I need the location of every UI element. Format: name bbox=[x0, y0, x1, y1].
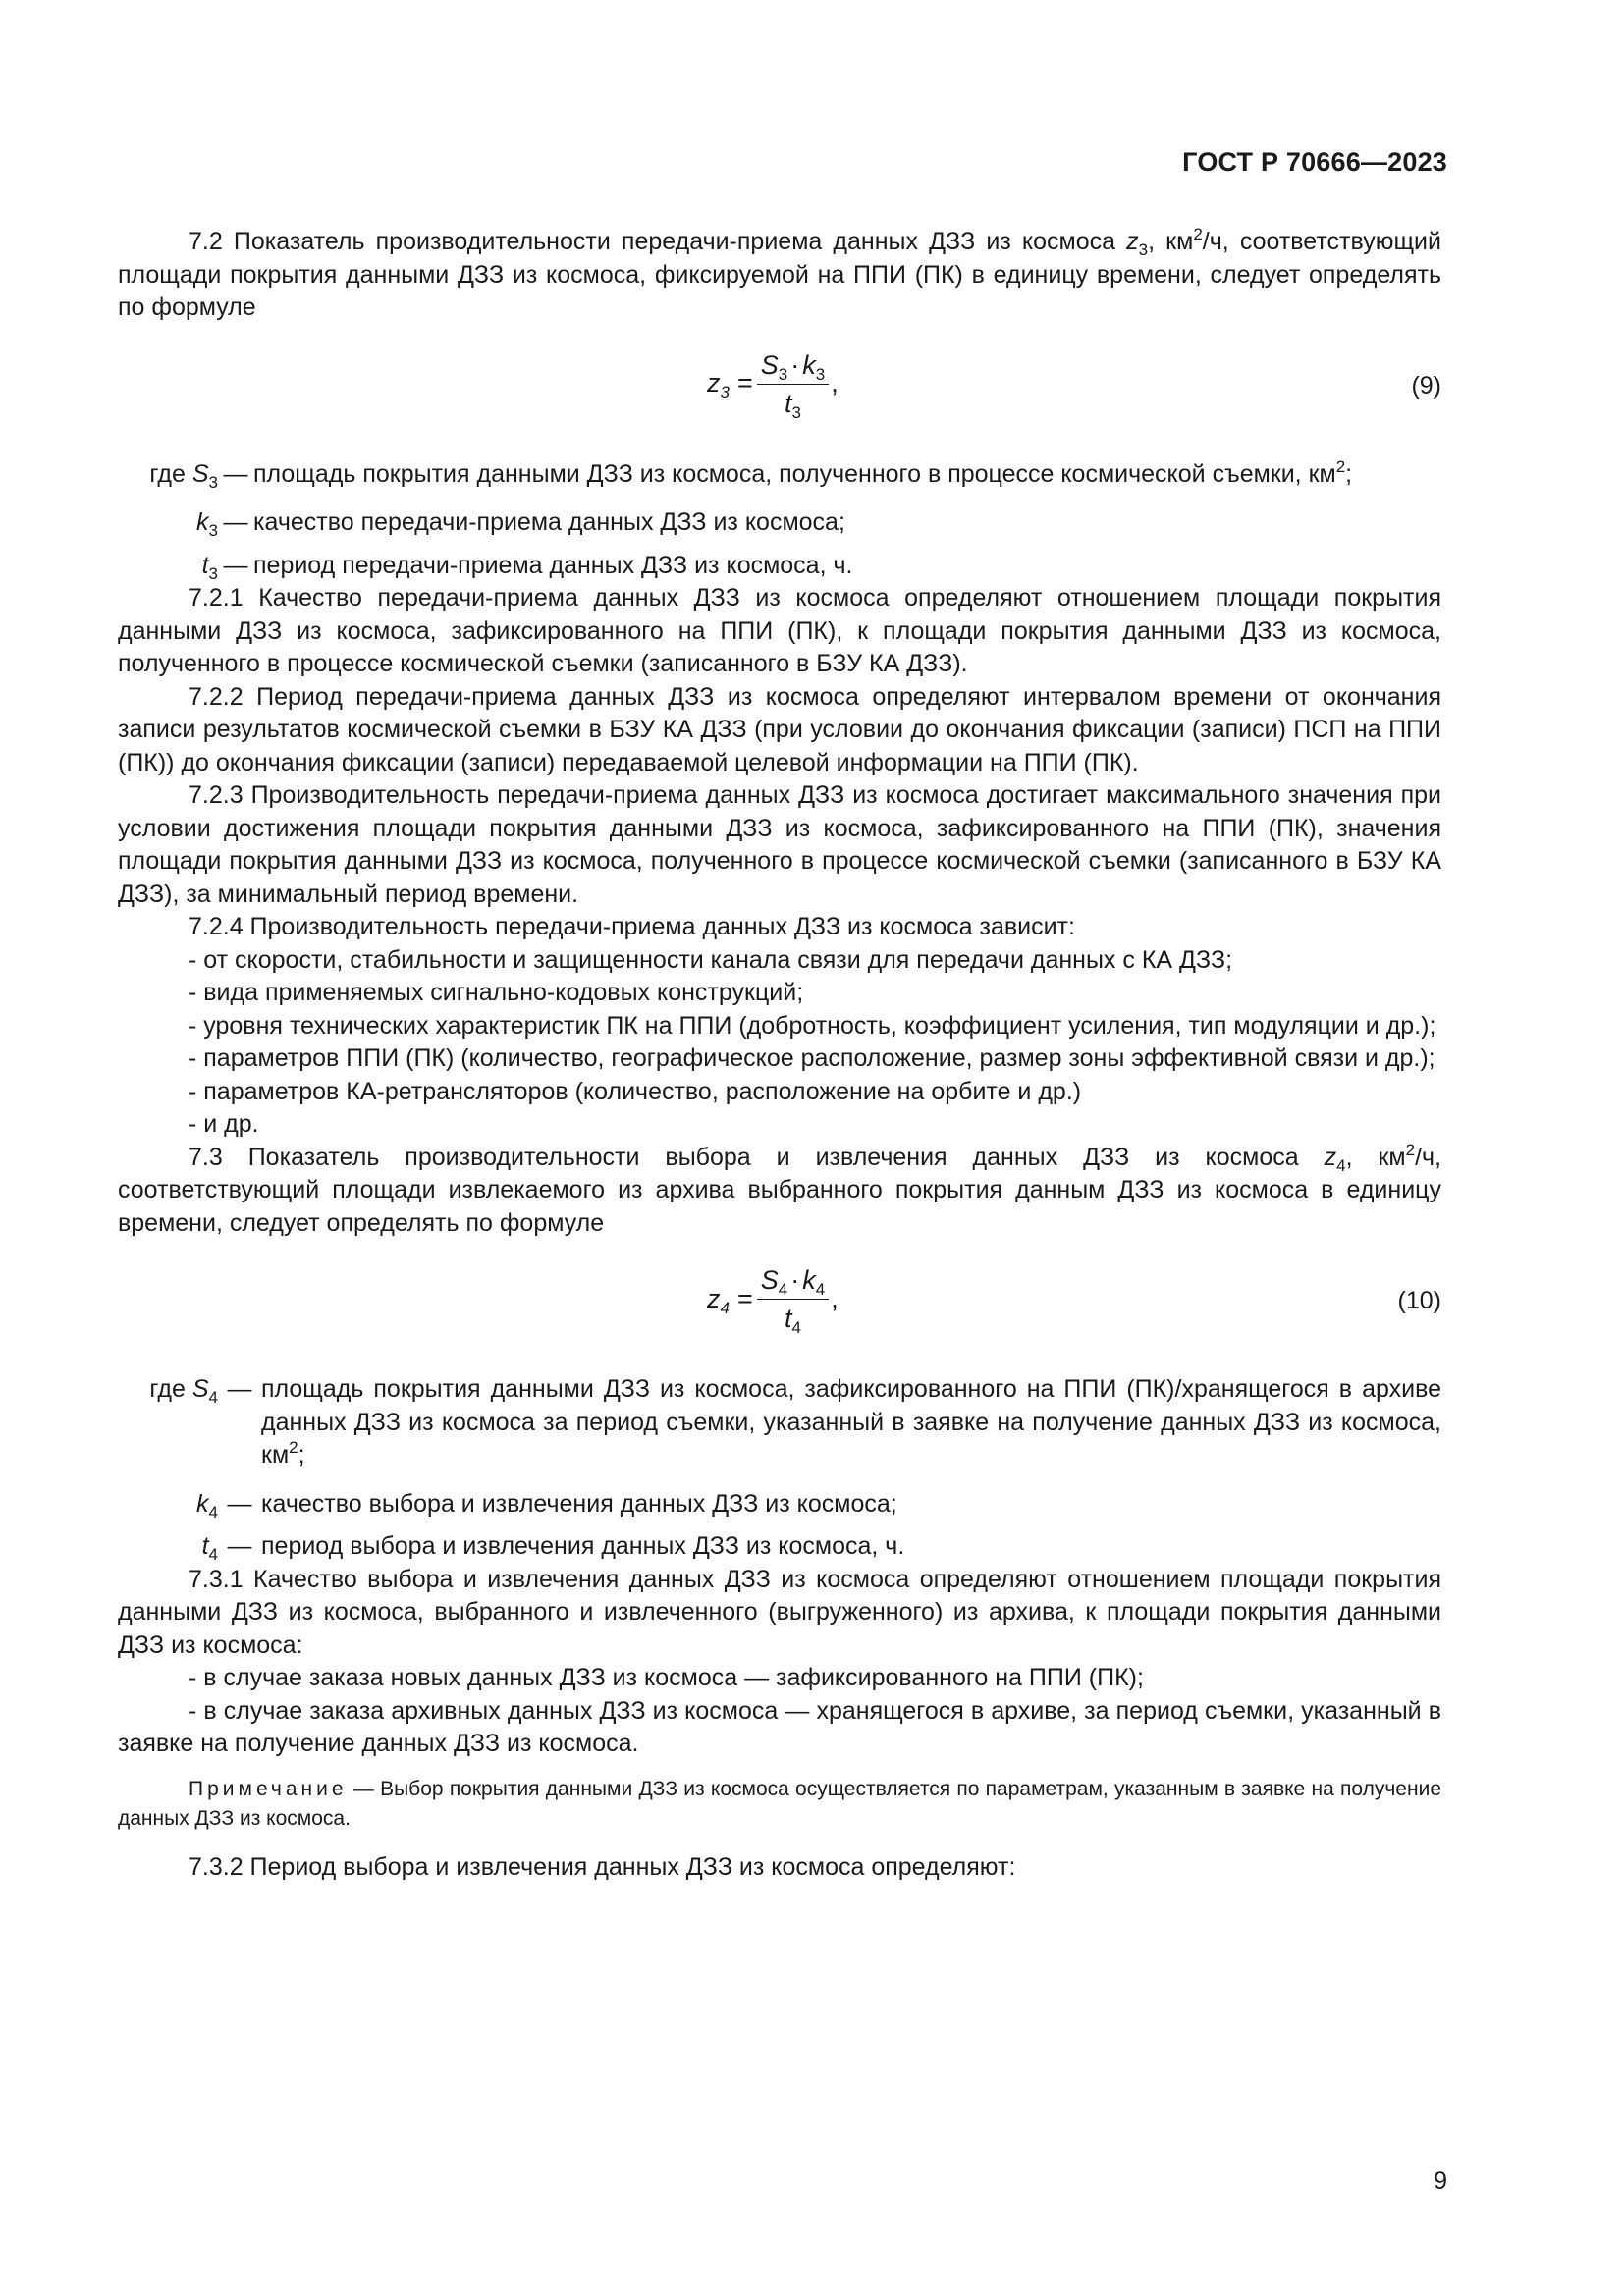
list-item: - параметров ППИ (ПК) (количество, географическое расположение, размер зоны эффективной связи и др.); bbox=[189, 1044, 1435, 1072]
paragraph-7-2-1: 7.2.1 Качество передачи-приема данных ДЗЗ из космоса определяют отношением площади покрытия данными ДЗЗ из космоса, зафиксированного на ППИ (ПК), к площади покрытия данными ДЗЗ из космоса, полученного в процессе космической съемки (записанного в БЗУ КА ДЗЗ). bbox=[118, 584, 1441, 677]
list-item: - параметров КА-ретрансляторов (количество, расположение на орбите и др.) bbox=[189, 1077, 1082, 1105]
paragraph-7-2: 7.2 Показатель производительности передачи-приема данных ДЗЗ из космоса $z_3$, $км^2/ч$, соответствующий площади покрытия данными ДЗЗ из космоса, фиксируемой на ППИ (ПК) в единицу времени, следует определять по формуле bbox=[118, 225, 1441, 321]
formula-number-9: (9) bbox=[1411, 371, 1441, 400]
paragraph-7-2-2: 7.2.2 Период передачи-приема данных ДЗЗ из космоса определяют интервалом времени от окончания записи результатов космической съемки в БЗУ КА ДЗЗ (при условии до окончания фиксации (записи) ПСП на ППИ (ПК)) до окончания фиксации (записи) передаваемой целевой информации на ППИ (ПК). bbox=[118, 682, 1441, 776]
page-number: 9 bbox=[1434, 2167, 1447, 2195]
list-item: - в случае заказа архивных данных ДЗЗ из космоса — хранящегося в архиве, за период съемки, указанный в заявке на получение данных ДЗЗ из космоса. bbox=[118, 1696, 1441, 1757]
paragraph-7-2-4: 7.2.4 Производительность передачи-приема данных ДЗЗ из космоса зависит: bbox=[189, 913, 1075, 940]
paragraph-7-3-2: 7.3.2 Период выбора и извлечения данных ДЗЗ из космоса определяют: bbox=[189, 1852, 1016, 1881]
list-item: - и др. bbox=[189, 1110, 259, 1138]
where-9-k: $k_3$ — качество передачи-приема данных ДЗЗ из космоса; bbox=[196, 508, 845, 540]
list-item: - уровня технических характеристик ПК на ППИ (добротность, коэффициент усиления, тип модуляции и др.); bbox=[189, 1011, 1436, 1040]
where-10-k: $k_4$ — качество выбора и извлечения данных ДЗЗ из космоса; bbox=[196, 1489, 897, 1522]
where-10-s: где $S_4$ — площадь покрытия данными ДЗЗ из космоса, зафиксированного на ППИ (ПК)/хранящегося в архиве данных ДЗЗ из космоса за период съемки, указанный в заявке на получение данных ДЗЗ из космоса, $км^2$; bbox=[149, 1375, 1441, 1468]
paragraph-7-3: 7.3 Показатель производительности выбора и извлечения данных ДЗЗ из космоса $z_4$, $км^2/ч$, соответствующий площади извлекаемого из архива выбранного покрытия данным ДЗЗ из космоса в единицу времени, следует определять по формуле bbox=[118, 1140, 1441, 1237]
where-10-t: $t_4$ — период выбора и извлечения данных ДЗЗ из космоса, ч. bbox=[201, 1532, 905, 1564]
where-9-t: $t_3$ — период передачи-приема данных ДЗЗ из космоса, ч. bbox=[201, 551, 853, 583]
paragraph-7-2-3: 7.2.3 Производительность передачи-приема данных ДЗЗ из космоса достигает максимального значения при условии достижения площади покрытия данными ДЗЗ из космоса, зафиксированного на ППИ (ПК), значения площади покрытия данными ДЗЗ из космоса, полученного в процессе космической съемки (записанного в БЗУ КА ДЗЗ), за минимальный период времени. bbox=[118, 781, 1441, 908]
formula-9: $z_3$ = $\frac{S_3 \cdot k_3}{t_3}$ , (9) bbox=[707, 349, 1441, 422]
document-body bbox=[118, 226, 1441, 1884]
list-item: - в случае заказа новых данных ДЗЗ из космоса — зафиксированного на ППИ (ПК); bbox=[189, 1664, 1144, 1691]
paragraph-7-3-1: 7.3.1 Качество выбора и извлечения данных ДЗЗ из космоса определяют отношением площади покрытия данными ДЗЗ из космоса, выбранного и извлеченного (выгруженного) из архива, к площади покрытия данными ДЗЗ из космоса: bbox=[118, 1565, 1441, 1659]
note: Примечание — Выбор покрытия данными ДЗЗ из космоса осуществляется по параметрам, указанным в заявке на получение данных ДЗЗ из космоса. bbox=[118, 1777, 1441, 1830]
formula-number-10: (10) bbox=[1397, 1287, 1441, 1314]
formula-10: $z_4$ = $\frac{S_4 \cdot k_4}{t_4}$ , (10) bbox=[707, 1265, 1441, 1337]
list-item: - вида применяемых сигнально-кодовых конструкций; bbox=[189, 979, 804, 1006]
document-header: ГОСТ Р 70666—2023 bbox=[1182, 147, 1447, 177]
where-9-s: где $S_3$ — площадь покрытия данными ДЗЗ из космоса, полученного в процессе космической съемки, $км^2$; bbox=[149, 456, 1353, 492]
list-item: - от скорости, стабильности и защищенности канала связи для передачи данных с КА ДЗЗ; bbox=[189, 945, 1233, 974]
